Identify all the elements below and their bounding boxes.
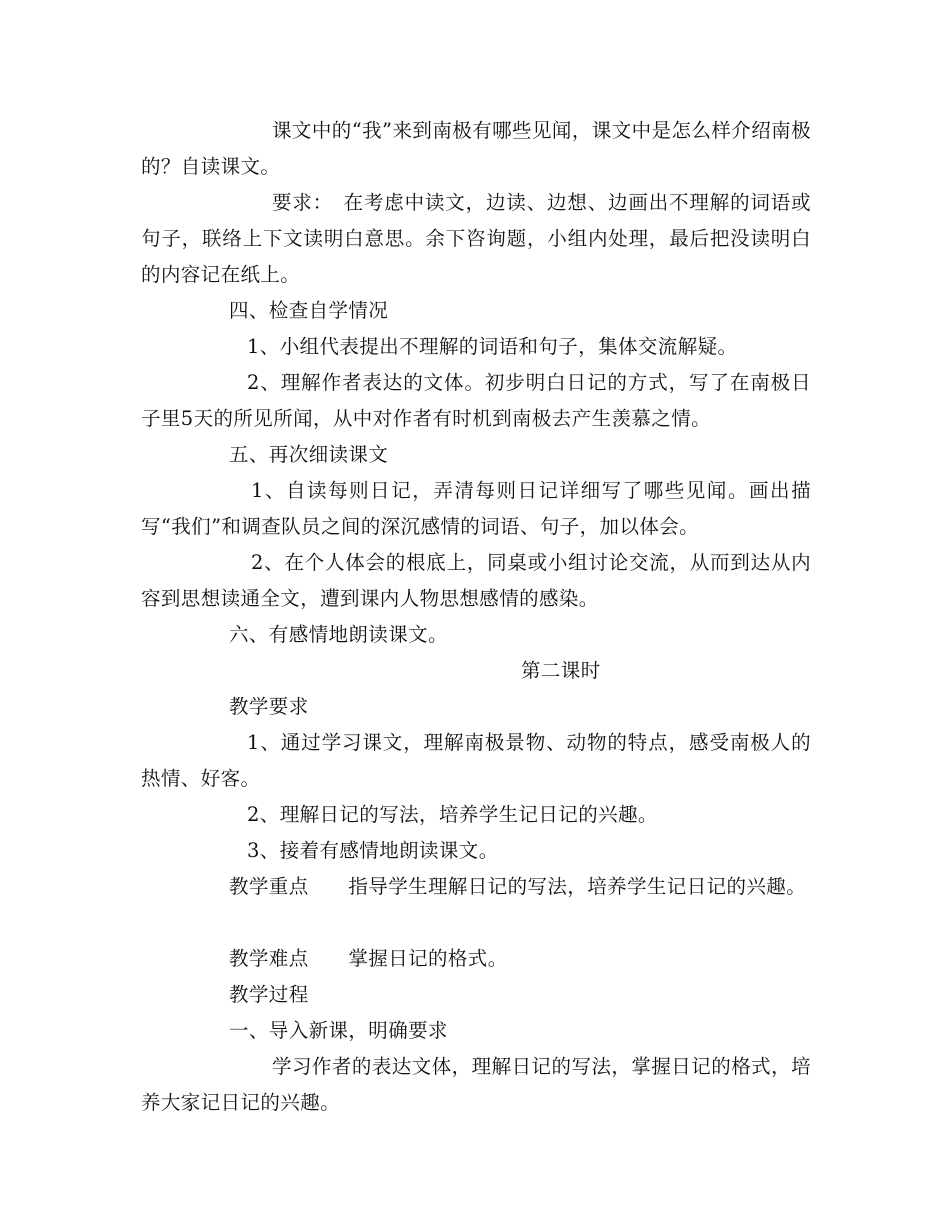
paragraph-step-one-detail: 学习作者的表达文体，理解日记的写法，掌握日记的格式，培养大家记日记的兴趣。: [141, 1055, 811, 1114]
list-item-four-1: 1、小组代表提出不理解的词语和句子，集体交流解疑。: [247, 335, 738, 358]
paragraph-teaching-focus: 教学重点 指导学生理解日记的写法，培养学生记日记的兴趣。: [229, 875, 807, 898]
paragraph-requirements: 要求： 在考虑中读文，边读、边想、边画出不理解的词语或句子，联络上下文读明白意思。余下咨询题，小组内处理，最后把没读明白的内容记在纸上。: [141, 191, 811, 286]
heading-section-five: 五、再次细读课文: [229, 443, 389, 466]
paragraph-teaching-difficulty: 教学难点 掌握日记的格式。: [229, 947, 508, 970]
list-item-five-1: 1、自读每则日记，弄清每则日记详细写了哪些见闻。画出描写“我们”和调查队员之间的深沉感情的词语、句子，加以体会。: [141, 479, 811, 538]
list-item-five-2: 2、在个人体会的根底上，同桌或小组讨论交流，从而到达从内容到思想读通全文，遭到课内人物思想感情的感染。: [141, 551, 811, 610]
heading-teaching-requirements: 教学要求: [229, 695, 309, 718]
heading-teaching-process: 教学过程: [229, 983, 309, 1006]
list-item-req-1: 1、通过学习课文，理解南极景物、动物的特点，感受南极人的热情、好客。: [141, 731, 811, 790]
heading-section-six: 六、有感情地朗读课文。: [229, 623, 448, 646]
heading-process-step-one: 一、导入新课，明确要求: [229, 1019, 448, 1042]
list-item-req-2: 2、理解日记的写法，培养学生记日记的兴趣。: [247, 803, 658, 826]
heading-section-four: 四、检查自学情况: [229, 299, 389, 322]
list-item-req-3: 3、接着有感情地朗读课文。: [247, 839, 499, 862]
list-item-four-2: 2、理解作者表达的文体。初步明白日记的方式，写了在南极日子里5天的所见所闻，从中对作者有时机到南极去产生羡慕之情。: [141, 371, 811, 430]
paragraph-intro-question: 课文中的“我”来到南极有哪些见闻，课文中是怎么样介绍南极的？自读课文。: [141, 119, 811, 178]
heading-second-lesson: 第二课时: [521, 659, 601, 682]
